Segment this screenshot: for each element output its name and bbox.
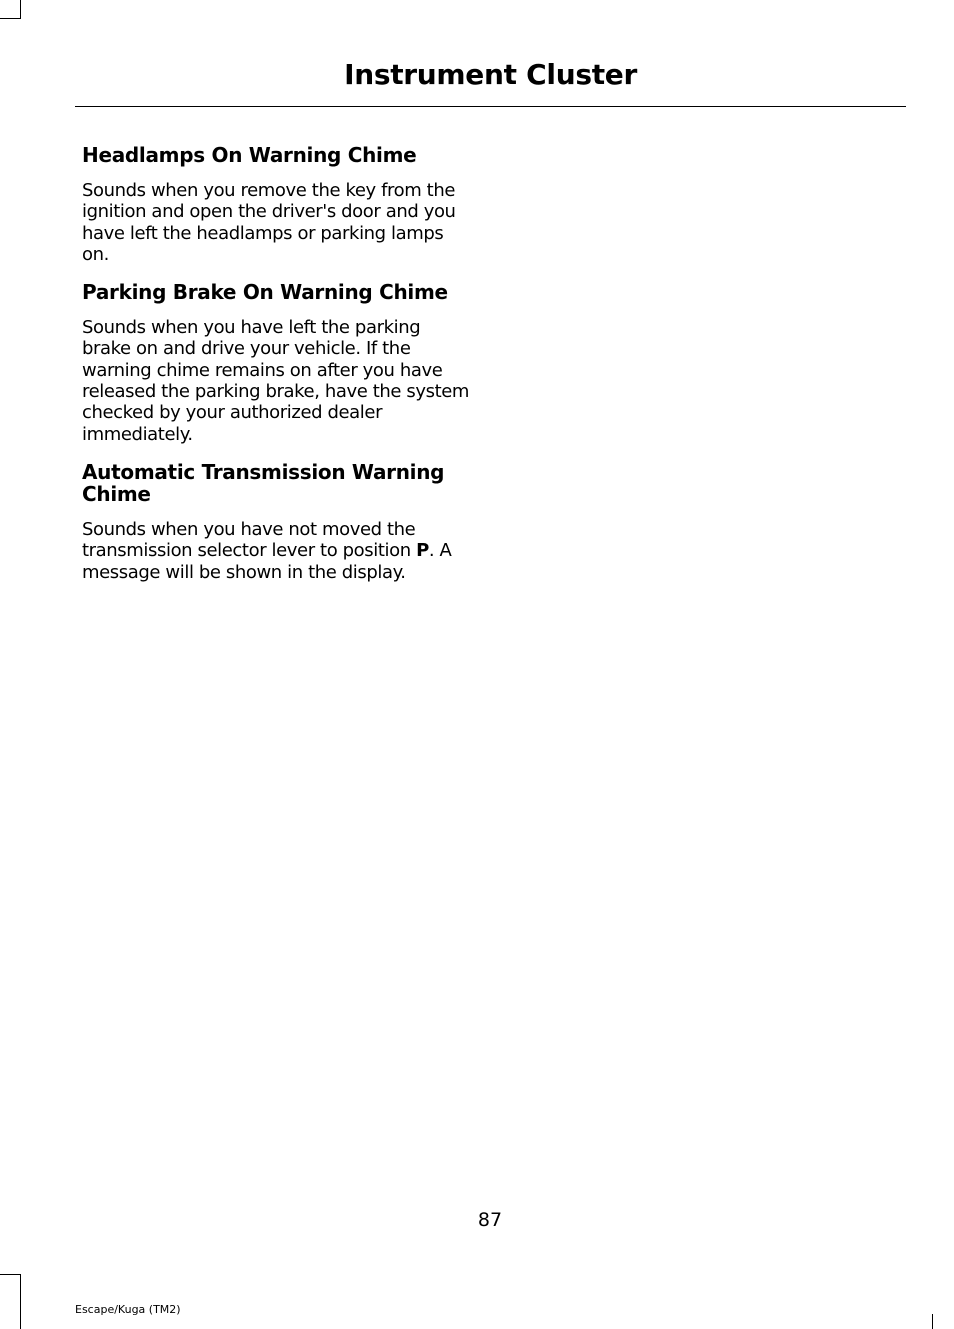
section-body: Sounds when you remove the key from the ignition and open the driver's door and you have left the headlamps or parking lamps on. — [82, 180, 456, 265]
crop-mark-top-left-vertical — [20, 0, 21, 18]
footer-model-label: Escape/Kuga (TM2) — [75, 1303, 181, 1316]
body-text-after: . A message will be shown in the display. — [82, 540, 452, 583]
section-heading: Parking Brake On Warning Chime — [82, 280, 448, 305]
page-title: Instrument Cluster — [344, 58, 637, 91]
crop-mark-bottom-left-horizontal — [0, 1274, 21, 1275]
main-content — [82, 144, 474, 599]
crop-mark-bottom-left-vertical — [20, 1274, 21, 1329]
title-divider — [75, 106, 906, 107]
section-heading: Automatic Transmission Warning Chime — [82, 459, 445, 506]
section-transmission-chime — [82, 461, 474, 583]
section-parking-brake-chime — [82, 281, 474, 445]
section-body — [82, 519, 474, 583]
crop-mark-top-left-horizontal — [0, 18, 21, 19]
section-headlamps-chime — [82, 144, 474, 265]
gear-position-p: P — [416, 540, 429, 562]
section-body: Sounds when you have left the parking brake on and drive your vehicle. If the warning chime remains on after you have released the parking brake, have the system checked by your authorized dealer immediately. — [82, 317, 470, 445]
crop-mark-bottom-right-vertical — [932, 1314, 933, 1329]
body-text-before: Sounds when you have not moved the transmission selector lever to position — [82, 518, 417, 562]
section-heading: Headlamps On Warning Chime — [82, 143, 417, 167]
page-number: 87 — [477, 1209, 503, 1231]
